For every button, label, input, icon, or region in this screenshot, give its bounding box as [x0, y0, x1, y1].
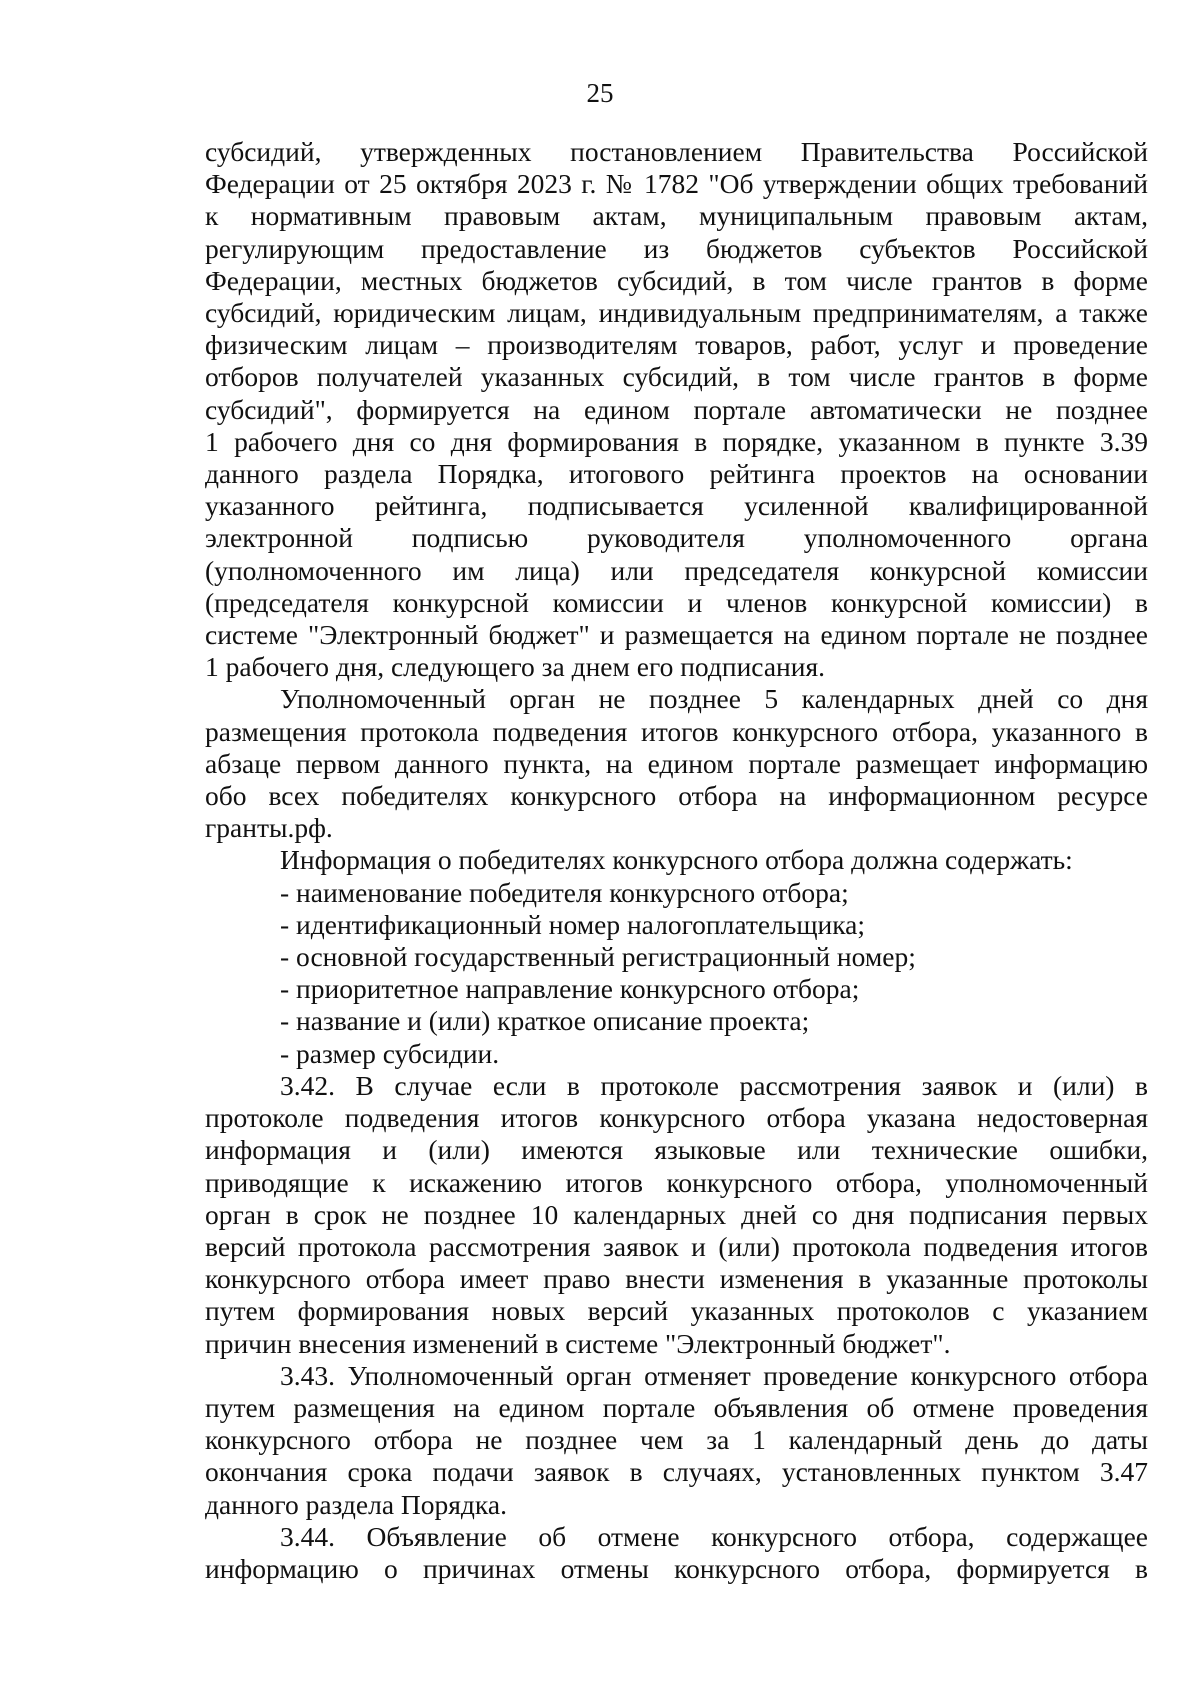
text-line: субсидий, утвержденных постановлением Правительства Российской [205, 136, 1148, 167]
text-line: размещения протокола подведения итогов конкурсного отбора, указанного в [205, 715, 1148, 747]
text-line: регулирующим предоставление из бюджетов субъектов Российской [205, 232, 1148, 264]
text-line: абзаце первом данного пункта, на едином портале размещает информацию [205, 747, 1148, 779]
text-line: указанного рейтинга, подписывается усиленной квалифицированной [205, 490, 1148, 522]
list-item: - основной государственный регистрационный номер; [280, 941, 916, 973]
text-line: конкурсного отбора не позднее чем за 1 календарный день до даты [205, 1424, 1148, 1456]
list-item: - размер субсидии. [280, 1037, 500, 1069]
text-line: 1 рабочего дня со дня формирования в порядке, указанном в пункте 3.39 [205, 425, 1148, 457]
text-line: физическим лицам – производителям товаров, работ, услуг и проведение [205, 329, 1148, 361]
page-number: 25 [586, 78, 614, 108]
list-item: - наименование победителя конкурсного отбора; [280, 876, 849, 908]
text-line: путем размещения на едином портале объявления об отмене проведения [205, 1391, 1148, 1423]
text-line: субсидий", формируется на едином портале автоматически не позднее [205, 393, 1148, 425]
paragraph-continuation [205, 136, 1148, 683]
document-body [205, 136, 1148, 1585]
text-line: системе "Электронный бюджет" и размещается на едином портале не позднее [205, 619, 1148, 651]
text-line: к нормативным правовым актам, муниципальным правовым актам, [205, 200, 1148, 232]
paragraph-3-43 [205, 1360, 1148, 1521]
text-line: Федерации, местных бюджетов субсидий, в том числе грантов в форме [205, 264, 1148, 296]
list-item: - название и (или) краткое описание проекта; [280, 1005, 810, 1037]
paragraph-authorized-body-info [205, 683, 1148, 844]
text-line: путем формирования новых версий указанных протоколов с указанием [205, 1295, 1148, 1327]
text-line: (председателя конкурсной комиссии и членов конкурсной комиссии) в [205, 586, 1148, 618]
text-line: 3.43. Уполномоченный орган отменяет проведение конкурсного отбора [280, 1359, 1148, 1391]
text-line: обо всех победителях конкурсного отбора на информационном ресурсе [205, 780, 1148, 812]
paragraph-3-42 [205, 1070, 1148, 1360]
text-line: протоколе подведения итогов конкурсного отбора указана недостоверная [205, 1102, 1148, 1134]
text-line: субсидий, юридическим лицам, индивидуальным предпринимателям, а также [205, 297, 1148, 329]
text-line: 1 рабочего дня, следующего за днем его подписания. [205, 651, 825, 683]
text-line: Федерации от 25 октября 2023 г. № 1782 "Об утверждении общих требований [205, 168, 1148, 200]
text-line: орган в срок не позднее 10 календарных дней со дня подписания первых [205, 1198, 1148, 1230]
text-line: информацию о причинах отмены конкурсного отбора, формируется в [205, 1552, 1148, 1584]
text-line: Информация о победителях конкурсного отбора должна содержать: [280, 844, 1073, 876]
text-line: отборов получателей указанных субсидий, в том числе грантов в форме [205, 361, 1148, 393]
text-line: причин внесения изменений в системе "Электронный бюджет". [205, 1327, 951, 1359]
text-line: данного раздела Порядка. [205, 1488, 507, 1520]
paragraph-3-44 [205, 1521, 1148, 1585]
winners-info-list [205, 877, 1148, 1070]
text-line: 3.44. Объявление об отмене конкурсного отбора, содержащее [280, 1520, 1148, 1552]
list-item: - идентификационный номер налогоплательщика; [280, 908, 866, 940]
text-line: (уполномоченного им лица) или председателя конкурсной комиссии [205, 554, 1148, 586]
text-line: окончания срока подачи заявок в случаях, установленных пунктом 3.47 [205, 1456, 1148, 1488]
text-line: информация и (или) имеются языковые или технические ошибки, [205, 1134, 1148, 1166]
list-item: - приоритетное направление конкурсного отбора; [280, 973, 860, 1005]
text-line: данного раздела Порядка, итогового рейтинга проектов на основании [205, 458, 1148, 490]
text-line: электронной подписью руководителя уполномоченного органа [205, 522, 1148, 554]
text-line: приводящие к искажению итогов конкурсного отбора, уполномоченный [205, 1166, 1148, 1198]
text-line: Уполномоченный орган не позднее 5 календарных дней со дня [280, 683, 1148, 715]
text-line: 3.42. В случае если в протоколе рассмотрения заявок и (или) в [280, 1069, 1148, 1101]
text-line: гранты.рф. [205, 812, 333, 844]
text-line: конкурсного отбора имеет право внести изменения в указанные протоколы [205, 1263, 1148, 1295]
paragraph-winners-info-heading [205, 844, 1148, 876]
text-line: версий протокола рассмотрения заявок и (или) протокола подведения итогов [205, 1230, 1148, 1262]
